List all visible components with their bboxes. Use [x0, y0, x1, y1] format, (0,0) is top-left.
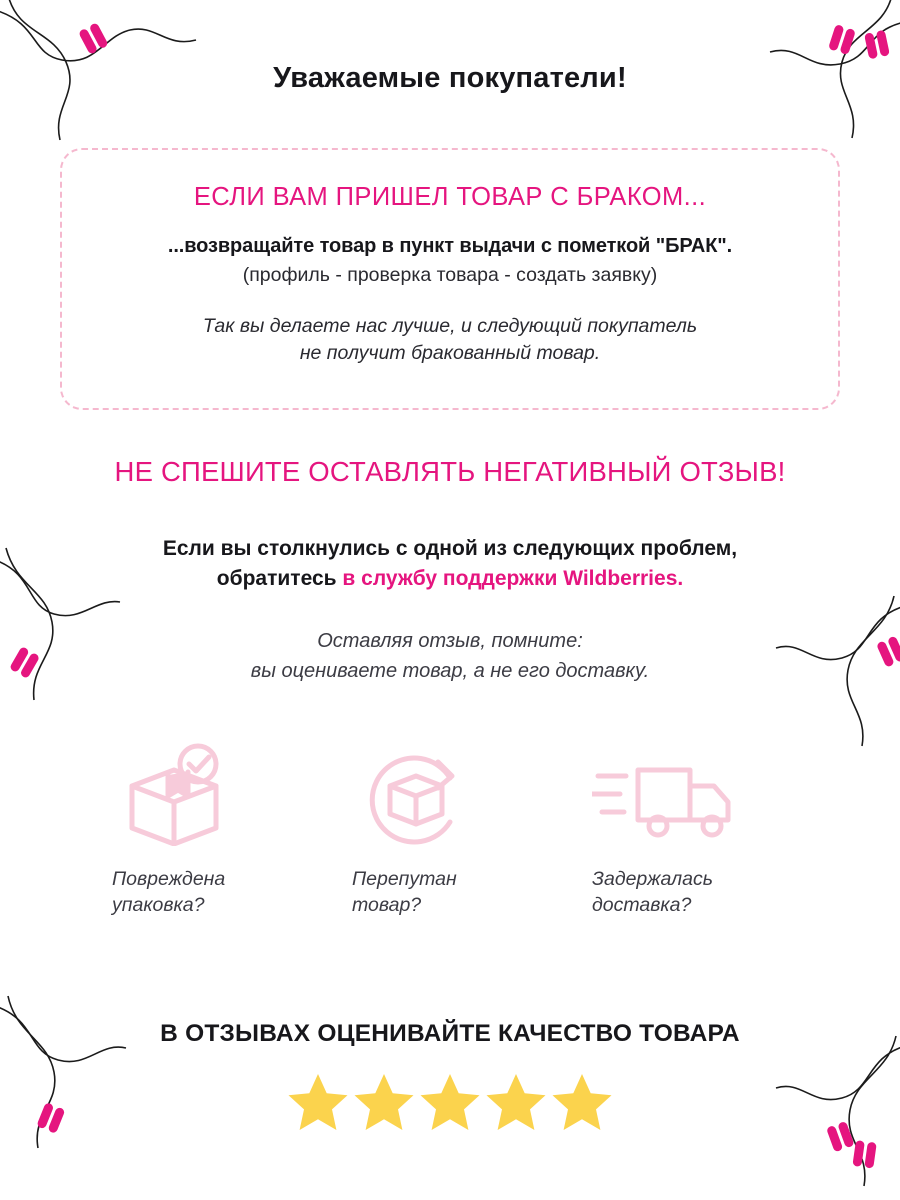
star-rating — [0, 1072, 900, 1132]
defect-instruction: ...возвращайте товар в пункт выдачи с пометкой "БРАК". — [167, 234, 733, 257]
problem-icons-row — [90, 742, 810, 919]
page-title: Уважаемые покупатели! — [273, 62, 627, 94]
wrong-item-caption — [352, 866, 570, 919]
defect-path-hint: (профиль - проверка товара - создать заявку) — [242, 263, 658, 286]
star-icon — [485, 1072, 547, 1132]
damaged-package-caption-line-2: упаковка? — [112, 894, 205, 917]
defect-instructions-box — [60, 148, 840, 410]
defect-box-title: ЕСЛИ ВАМ ПРИШЕЛ ТОВАР С БРАКОМ... — [193, 183, 707, 211]
support-instruction-prefix: обратитесь — [216, 566, 343, 590]
star-icon — [551, 1072, 613, 1132]
problem-item-damaged-package — [90, 742, 330, 919]
defect-note-line-1: Так вы делаете нас лучше, и следующий покупатель — [202, 314, 698, 337]
delivery-truck-icon — [592, 742, 810, 846]
late-delivery-caption-line-2: доставка? — [592, 894, 692, 917]
late-delivery-caption — [592, 866, 810, 919]
wrong-item-caption-line-1: Перепутан — [352, 868, 457, 890]
damaged-package-caption — [112, 866, 330, 919]
footer-title: В ОТЗЫВАХ ОЦЕНИВАЙТЕ КАЧЕСТВО ТОВАРА — [160, 1020, 740, 1047]
support-link-text: в службу поддержки Wildberries. — [342, 566, 684, 590]
late-delivery-caption-line-1: Задержалась — [592, 868, 713, 890]
wrong-item-caption-line-2: товар? — [352, 894, 422, 917]
defect-note-line-2: не получит бракованный товар. — [299, 342, 601, 365]
star-icon — [419, 1072, 481, 1132]
damaged-package-caption-line-1: Повреждена — [112, 868, 226, 890]
wrong-item-icon — [352, 742, 570, 846]
support-instruction-line-1: Если вы столкнулись с одной из следующих проблем, — [162, 537, 738, 560]
support-instruction — [0, 534, 900, 594]
remember-note-line-2: вы оцениваете товар, а не его доставку. — [250, 660, 650, 683]
remember-note — [0, 626, 900, 687]
remember-note-line-1: Оставляя отзыв, помните: — [317, 630, 583, 652]
problem-item-wrong-item — [330, 742, 570, 919]
problem-item-late-delivery — [570, 742, 810, 919]
star-icon — [287, 1072, 349, 1132]
star-icon — [353, 1072, 415, 1132]
defect-note — [62, 313, 838, 368]
damaged-package-icon — [112, 742, 330, 846]
negative-review-title: НЕ СПЕШИТЕ ОСТАВЛЯТЬ НЕГАТИВНЫЙ ОТЗЫВ! — [114, 456, 786, 487]
